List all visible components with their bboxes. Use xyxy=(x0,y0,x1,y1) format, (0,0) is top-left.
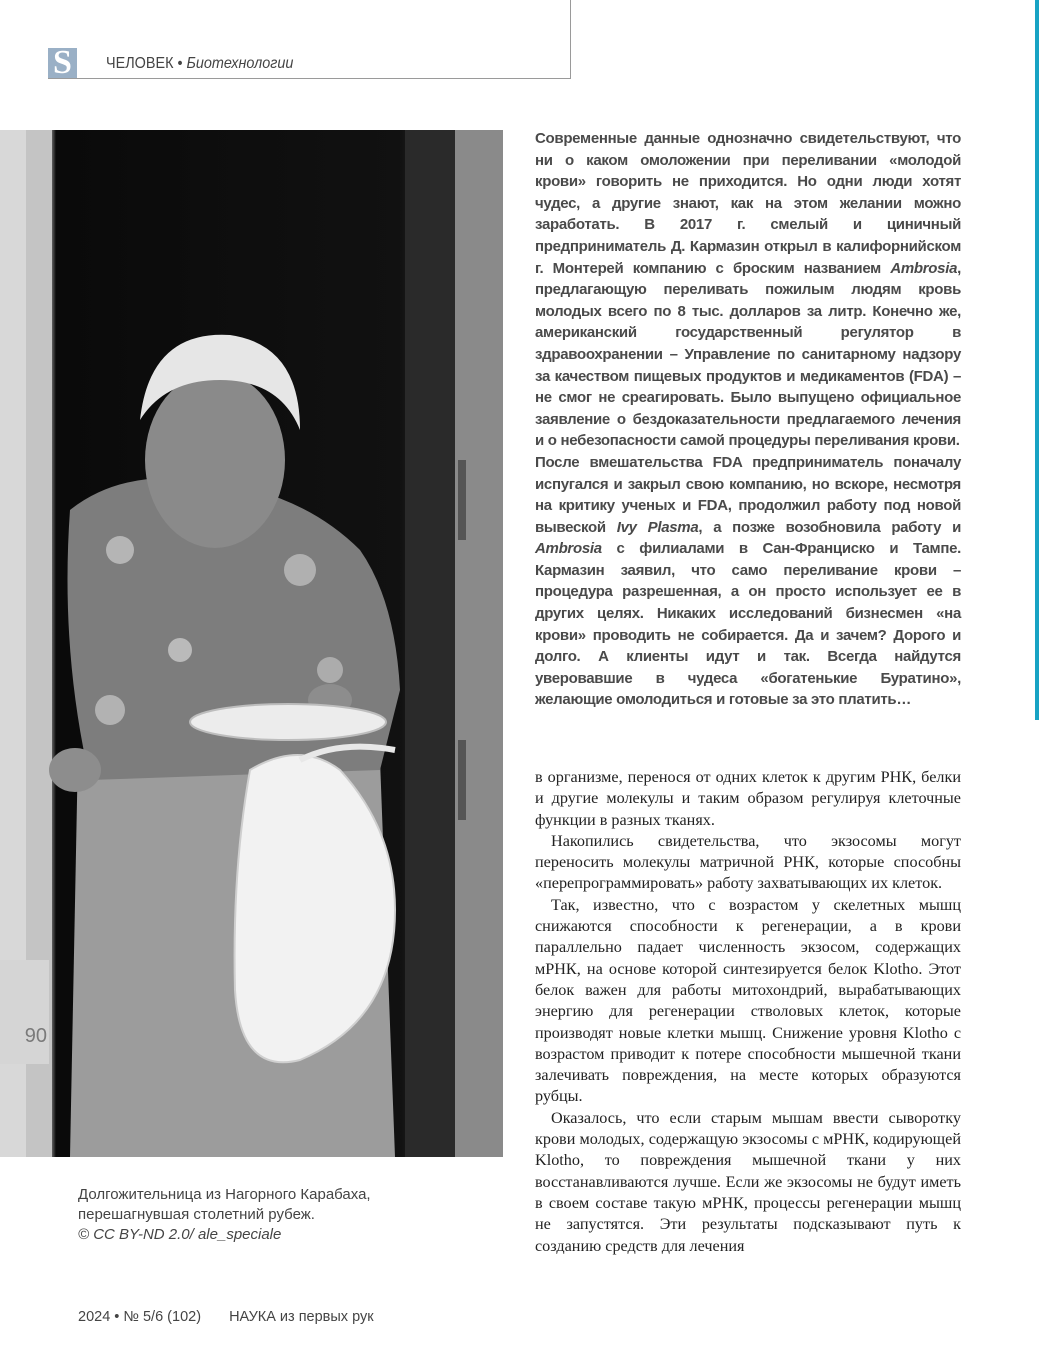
photo-credit: © CC BY-ND 2.0/ ale_speciale xyxy=(78,1226,282,1243)
section-title: ЧЕЛОВЕК xyxy=(106,55,174,72)
magazine-logo xyxy=(48,48,77,78)
face xyxy=(145,372,285,548)
page-footer xyxy=(78,1309,374,1325)
company-name-italic: Ambrosia xyxy=(890,259,958,277)
section-subtitle: Биотехнологии xyxy=(186,55,294,72)
caption-line: перешагнувшая столетний рубеж. xyxy=(78,1206,315,1223)
header-horizontal-rule xyxy=(48,78,571,79)
footer-year: 2024 xyxy=(78,1309,111,1325)
door-hinge-bottom xyxy=(458,740,466,820)
accent-edge-rule xyxy=(1035,0,1039,720)
logo-letter: S xyxy=(53,48,72,78)
door-hinge-top xyxy=(458,460,466,540)
article-body xyxy=(535,767,961,1257)
plate xyxy=(190,704,386,740)
header-vertical-rule xyxy=(570,0,571,78)
article-photo xyxy=(0,130,503,1157)
photo-caption xyxy=(78,1185,478,1245)
body-paragraph: Так, известно, что с возрастом у скелетных мышц снижаются способности к регенерации, а в крови параллельно падает численность экзосом, содержащих мРНК, на основе которой синтезируется белок Klotho. Этот белок важен для работы митохондрий, вырабатывающих энергию для регенерации стволовых клеток, которые производят новые клетки мышц. Снижение уровня Klotho с возрастом приводит к потере способности мышечной ткани залечивать повреждения, на месте которых образуются рубцы. xyxy=(535,895,961,1106)
left-hand xyxy=(49,748,101,792)
footer-separator: • xyxy=(114,1309,120,1325)
section-separator: • xyxy=(177,55,183,72)
door-panel-right xyxy=(405,130,455,1157)
footer-issue: № 5/6 (102) xyxy=(123,1309,202,1325)
page-number: 90 xyxy=(24,1025,47,1047)
photo-illustration xyxy=(0,130,503,1157)
section-heading xyxy=(106,55,293,73)
footer-journal: НАУКА из первых рук xyxy=(229,1309,374,1325)
caption-line: Долгожительница из Нагорного Карабаха, xyxy=(78,1186,371,1203)
page-number-tab xyxy=(0,960,49,1064)
body-paragraph: в организме, перенося от одних клеток к другим РНК, белки и другие молекулы и таким образом регулируя клеточные функции в разных тканях. xyxy=(535,768,961,829)
sidebar-text xyxy=(535,128,961,711)
body-paragraph: Оказалось, что если старым мышам ввести сыворотку крови молодых, содержащую экзосомы с мРНК, кодирующей Klotho, то повреждения мышечной ткани у них восстанавливаются лучше. Если же экзосомы не будут иметь в своем составе такую мРНК, процессы регенерации мышц не запустятся. Эти результаты подсказывают путь к созданию средств для лечения xyxy=(535,1108,961,1255)
sidebar-paragraph: Современные данные однозначно свидетельствуют, что ни о каком омоложении при переливании «молодой крови» говорить не приходится. Но одни люди хотят чудес, а другие знают, как на этом желании можно заработать. В 2017 г. смелый и циничный предприниматель Д. Кармазин открыл в калифорнийском г. Монтерей компанию с броским названием Ambrosia, предлагающую переливать пожилым людям кровь молодых всего по 8 тыс. долларов за литр. Конечно же, американский государственный регулятор в здравоохранении – Управление по санитарному надзору за качеством пищевых продуктов и медикаментов (FDA) – не смог не среагировать. Было выпущено официальное заявление о бездоказательности предлагаемого лечения и о небезопасности самой процедуры переливания крови. xyxy=(535,130,961,450)
sidebar-paragraph: После вмешательства FDA предприниматель поначалу испугался и закрыл свою компанию, но вскоре, несмотря на критику ученых и FDA, продолжил работу под новой вывеской Ivy Plasma, а позже возобновила работу и Ambrosia с филиалами в Сан-Франциско и Тампе. Кармазин заявил, что само переливание крови – процедура разрешенная, а он просто использует ее в других целях. Никаких исследований бизнесмен «на крови» проводить не собирается. Да и зачем? Дорого и долго. А клиенты идут и так. Всегда найдутся уверовавшие в чудеса «богатенькие Буратино», желающие омолодиться и готовые за это платить… xyxy=(535,453,961,709)
company-name-italic: Ambrosia xyxy=(535,540,602,558)
body-paragraph: Накопились свидетельства, что экзосомы могут переносить молекулы матричной РНК, которые способны «перепрограммировать» работу захватывающих их клеток. xyxy=(535,831,961,893)
door-edge-right xyxy=(455,130,503,1157)
company-name-italic: Ivy Plasma xyxy=(616,518,699,536)
